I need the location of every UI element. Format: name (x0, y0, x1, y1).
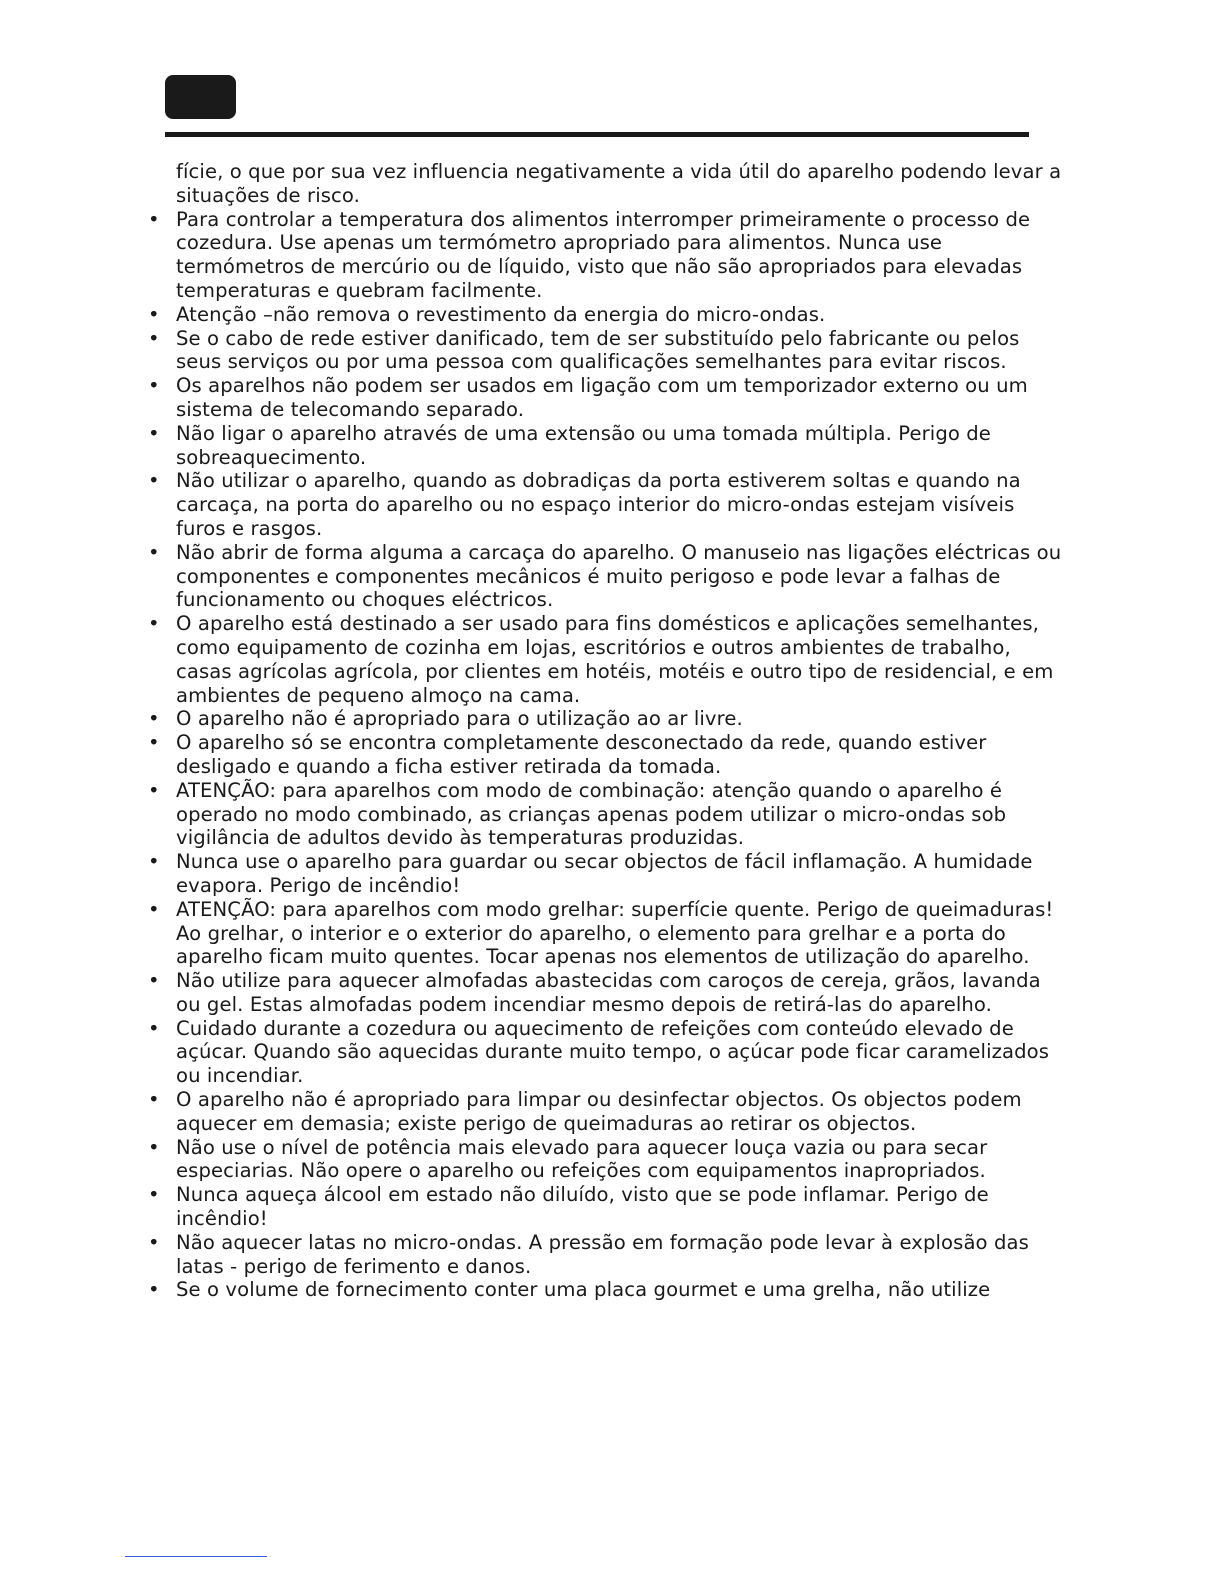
bullet-item (148, 469, 1068, 540)
bullet-dot-icon: • (148, 326, 160, 350)
bullet-text: Nunca aqueça álcool em estado não diluído, visto que se pode inflamar. Perigo de incêndio! (176, 1183, 989, 1231)
bullet-item (148, 374, 1068, 422)
bullet-item (148, 303, 1068, 327)
bullet-text: Não aquecer latas no micro-ondas. A pressão em formação pode levar à explosão das latas - perigo de ferimento e danos. (176, 1230, 1029, 1278)
bullet-text: Não ligar o aparelho através de uma extensão ou uma tomada múltipla. Perigo de sobreaquecimento. (176, 421, 991, 469)
bullet-text: ATENÇÃO: para aparelhos com modo de combinação: atenção quando o aparelho é operado no modo combinado, as crianças apenas podem utilizar o micro-ondas sob vigilância de adultos devido às temperaturas produzidas. (176, 778, 1007, 850)
bullet-item (148, 1088, 1068, 1136)
bullet-text: Cuidado durante a cozedura ou aquecimento de refeições com conteúdo elevado de açúcar. Quando são aquecidas durante muito tempo, o açúcar pode ficar caramelizados ou incendiar. (176, 1016, 1050, 1088)
bullet-text: Não utilize para aquecer almofadas abastecidas com caroços de cereja, grãos, lavanda ou gel. Estas almofadas podem incendiar mesmo depois de retirá-las do aparelho. (176, 969, 1041, 1016)
bullet-dot-icon: • (148, 540, 160, 564)
bullet-dot-icon: • (148, 207, 160, 231)
bullet-dot-icon: • (148, 1230, 160, 1254)
bullet-text: O aparelho só se encontra completamente desconectado da rede, quando estiver desligado e quando a ficha estiver retirada da tomada. (176, 731, 987, 778)
bullet-item (148, 707, 1068, 731)
bullet-text: Nunca use o aparelho para guardar ou secar objectos de fácil inflamação. A humidade evapora. Perigo de incêndio! (176, 850, 1033, 897)
continuation-paragraph: fície, o que por sua vez influencia negativamente a vida útil do aparelho podendo levar a situações de risco. (176, 160, 1062, 207)
header-divider (165, 132, 1029, 137)
bullet-dot-icon: • (148, 897, 160, 921)
footer-link-underline (125, 1556, 267, 1557)
bullet-dot-icon: • (148, 731, 160, 755)
bullet-text: O aparelho não é apropriado para o utilização ao ar livre. (176, 707, 743, 731)
bullet-dot-icon: • (148, 1088, 160, 1112)
bullet-dot-icon: • (148, 1135, 160, 1159)
bullet-dot-icon: • (148, 707, 160, 731)
bullet-item (148, 779, 1068, 850)
bullet-item (148, 898, 1068, 969)
safety-bullet-list (148, 208, 1068, 1303)
bullet-item (148, 1136, 1068, 1184)
bullet-dot-icon: • (148, 850, 160, 874)
bullet-text: Não utilizar o aparelho, quando as dobradiças da porta estiverem soltas e quando na carcaça, na porta do aparelho ou no espaço interior do micro-ondas estejam visíveis furos e rasgos. (176, 469, 1021, 540)
bullet-dot-icon: • (148, 1278, 160, 1302)
bullet-item (148, 422, 1068, 470)
bullet-text: O aparelho está destinado a ser usado para fins domésticos e aplicações semelhantes, como equipamento de cozinha em lojas, escritórios e outros ambientes de trabalho, casas agrícolas agrícola, por clientes em hotéis, motéis e outro tipo de residencial, e em ambientes de pequeno almoço na cama. (176, 612, 1054, 707)
bullet-item (148, 1231, 1068, 1279)
bullet-dot-icon: • (148, 374, 160, 398)
bullet-dot-icon: • (148, 778, 160, 802)
bullet-text: Para controlar a temperatura dos alimentos interromper primeiramente o processo de cozedura. Use apenas um termómetro apropriado para alimentos. Nunca use termómetros de mercúrio ou de líquido, visto que não são apropriados para elevadas temperaturas e quebram facilmente. (176, 207, 1031, 302)
bullet-text: Se o cabo de rede estiver danificado, tem de ser substituído pelo fabricante ou pelos seus serviços ou por uma pessoa com qualificações semelhantes para evitar riscos. (176, 326, 1020, 374)
page-number-badge (165, 75, 236, 119)
bullet-item (148, 1278, 1068, 1302)
bullet-text: Os aparelhos não podem ser usados em ligação com um temporizador externo ou um sistema de telecomando separado. (176, 374, 1028, 421)
bullet-item (148, 612, 1068, 707)
bullet-dot-icon: • (148, 969, 160, 993)
bullet-item (148, 850, 1068, 898)
bullet-text: Não use o nível de potência mais elevado para aquecer louça vazia ou para secar especiarias. Não opere o aparelho ou refeições com equipamentos inapropriados. (176, 1135, 988, 1183)
bullet-dot-icon: • (148, 612, 160, 636)
bullet-dot-icon: • (148, 302, 160, 326)
bullet-item (148, 1017, 1068, 1088)
bullet-text: O aparelho não é apropriado para limpar ou desinfectar objectos. Os objectos podem aquecer em demasia; existe perigo de queimaduras ao retirar os objectos. (176, 1088, 1022, 1135)
bullet-text: ATENÇÃO: para aparelhos com modo grelhar: superfície quente. Perigo de queimaduras! Ao grelhar, o interior e o exterior do aparelho, o elemento para grelhar e a porta do aparelho ficam muito quentes. Tocar apenas nos elementos de utilização do aparelho. (176, 897, 1054, 969)
bullet-dot-icon: • (148, 1183, 160, 1207)
bullet-text: Se o volume de fornecimento conter uma placa gourmet e uma grelha, não utilize (176, 1278, 991, 1302)
bullet-item (148, 969, 1068, 1017)
bullet-item (148, 731, 1068, 779)
bullet-item (148, 1183, 1068, 1231)
bullet-dot-icon: • (148, 421, 160, 445)
bullet-item (148, 541, 1068, 612)
document-body (148, 160, 1068, 1302)
bullet-dot-icon: • (148, 469, 160, 493)
bullet-text: Não abrir de forma alguma a carcaça do aparelho. O manuseio nas ligações eléctricas ou componentes e componentes mecânicos é muito perigoso e pode levar a falhas de funcionamento ou choques eléctricos. (176, 540, 1062, 612)
bullet-item (148, 208, 1068, 303)
bullet-text: Atenção –não remova o revestimento da energia do micro-ondas. (176, 302, 826, 326)
bullet-dot-icon: • (148, 1016, 160, 1040)
bullet-item (148, 327, 1068, 375)
